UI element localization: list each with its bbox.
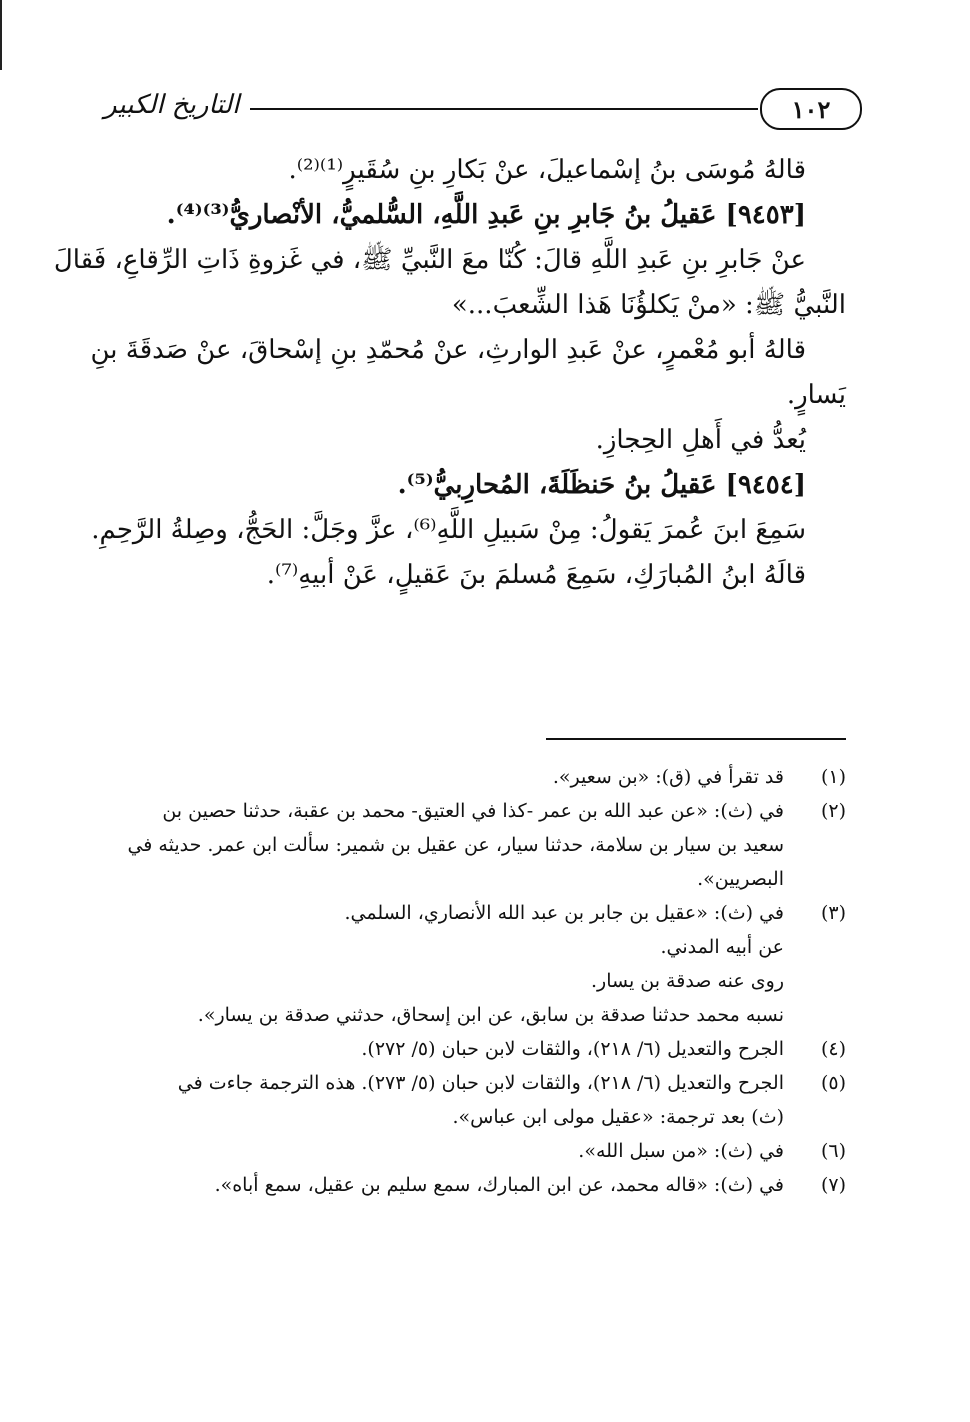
footnote-text: الجرح والتعديل (٦/ ٢١٨)، والثقات لابن حبان (٥/ ٢٧٢). — [361, 1038, 784, 1060]
footnote-line — [104, 964, 846, 998]
footnote-text: (ث) بعد ترجمة: «عقيل مولى ابن عباس». — [452, 1106, 784, 1128]
footnote-text: عن أبيه المدني. — [660, 936, 784, 958]
page-number: ١٠٢ — [760, 88, 862, 130]
footnote-line — [104, 760, 846, 794]
text-line: قالهُ أبو مُعْمرٍ، عنْ عَبدِ الوارثِ، عنْ مُحمّدِ بنِ إسْحاقَ، عنْ صَدقَةَ بنِ — [90, 335, 806, 365]
footnote-number: (٢) — [820, 800, 846, 822]
footnote-text: نسبه محمد حدثنا صدقة بن سابق، عن ابن إسحاق، حدثني صدقة بن يسار». — [197, 1004, 784, 1026]
footnote-line — [104, 1168, 846, 1202]
footnote-number: (٣) — [820, 902, 846, 924]
footnote-text: في (ث): «عن عبد الله بن عمر -كذا في العتيق- محمد بن عقبة، حدثنا حصين بن — [162, 800, 784, 822]
footnote-text: في (ث): «قاله محمد، عن ابن المبارك، سمع سليم بن عقيل، سمع أباه». — [214, 1174, 784, 1196]
footnote-text: سعيد بن سيار بن سلامة، حدثنا سيار، عن عقيل بن شمير: سألت ابن عمر. حديثه في — [127, 834, 784, 856]
text-line: [٩٤٥٣] عَقيلُ بنُ جَابرِ بنِ عَبدِ اللَّهِ، السُّلميُّ، الأنْصاريُّ⁽³⁾⁽⁴⁾. — [166, 200, 806, 230]
footnote-line — [104, 896, 846, 930]
header-rule — [250, 108, 758, 110]
footnote-text: قد تقرأ في (ق): «بن سعير». — [552, 766, 784, 788]
text-line: يُعدُّ في أَهلِ الحِجازِ. — [595, 425, 806, 455]
footnote-text: البصريين». — [697, 868, 784, 890]
scan-edge-mark — [0, 0, 2, 70]
footnote-separator — [546, 738, 846, 740]
footnote-number: (٧) — [820, 1174, 846, 1196]
footnote-line — [104, 1100, 846, 1134]
footnote-line — [104, 1032, 846, 1066]
running-title: التاريخ الكبير — [104, 90, 240, 120]
footnote-line — [104, 828, 846, 862]
page-header — [100, 88, 862, 132]
footnote-text: الجرح والتعديل (٦/ ٢١٨)، والثقات لابن حبان (٥/ ٢٧٣). هذه الترجمة جاءت في — [177, 1072, 784, 1094]
footnote-number: (٦) — [820, 1140, 846, 1162]
footnote-line — [104, 1066, 846, 1100]
text-line: يَسارٍ. — [786, 380, 846, 410]
footnote-number: (٥) — [820, 1072, 846, 1094]
text-line: عنْ جَابرِ بنِ عَبدِ اللَّهِ قالَ: كُنّا معَ النَّبيِّ ﷺ، في غَزوةِ ذَاتِ الرِّقاعِ، فَقالَ — [53, 245, 806, 275]
text-line: قالَهُ ابنُ المُبارَكِ، سَمِعَ مُسلمَ بنَ عَقيلٍ، عَنْ أبيهِ⁽⁷⁾. — [266, 560, 806, 590]
footnote-line — [104, 930, 846, 964]
text-line: [٩٤٥٤] عَقيلُ بنُ حَنظَلَةَ، المُحارِبيُّ⁽⁵⁾. — [397, 470, 806, 500]
footnote-line — [104, 998, 846, 1032]
footnotes — [104, 760, 846, 1202]
footnote-text: روى عنه صدقة بن يسار. — [590, 970, 784, 992]
main-text — [53, 148, 846, 598]
text-line: قالهُ مُوسَى بنُ إسْماعيلَ، عنْ بَكارِ بنِ سُقَيرٍ⁽¹⁾⁽²⁾. — [288, 155, 806, 185]
footnote-line — [104, 862, 846, 896]
footnote-text: في (ث): «عقيل بن جابر بن عبد الله الأنصاري، السلمي. — [344, 902, 784, 924]
footnote-line — [104, 1134, 846, 1168]
text-line: سَمِعَ ابنَ عُمرَ يَقولُ: مِنْ سَبيلِ اللَّهِ⁽⁶⁾، عزَّ وجَلَّ: الحَجُّ، وصِلةُ الرَّحِمِ. — [91, 515, 806, 545]
footnote-number: (١) — [820, 766, 846, 788]
footnote-line — [104, 794, 846, 828]
footnote-text: في (ث): «من سبل الله». — [578, 1140, 784, 1162]
footnote-number: (٤) — [820, 1038, 846, 1060]
text-line: النَّبيُّ ﷺ: «منْ يَكلؤُنَا هَذا الشِّعبَ...» — [451, 290, 846, 320]
